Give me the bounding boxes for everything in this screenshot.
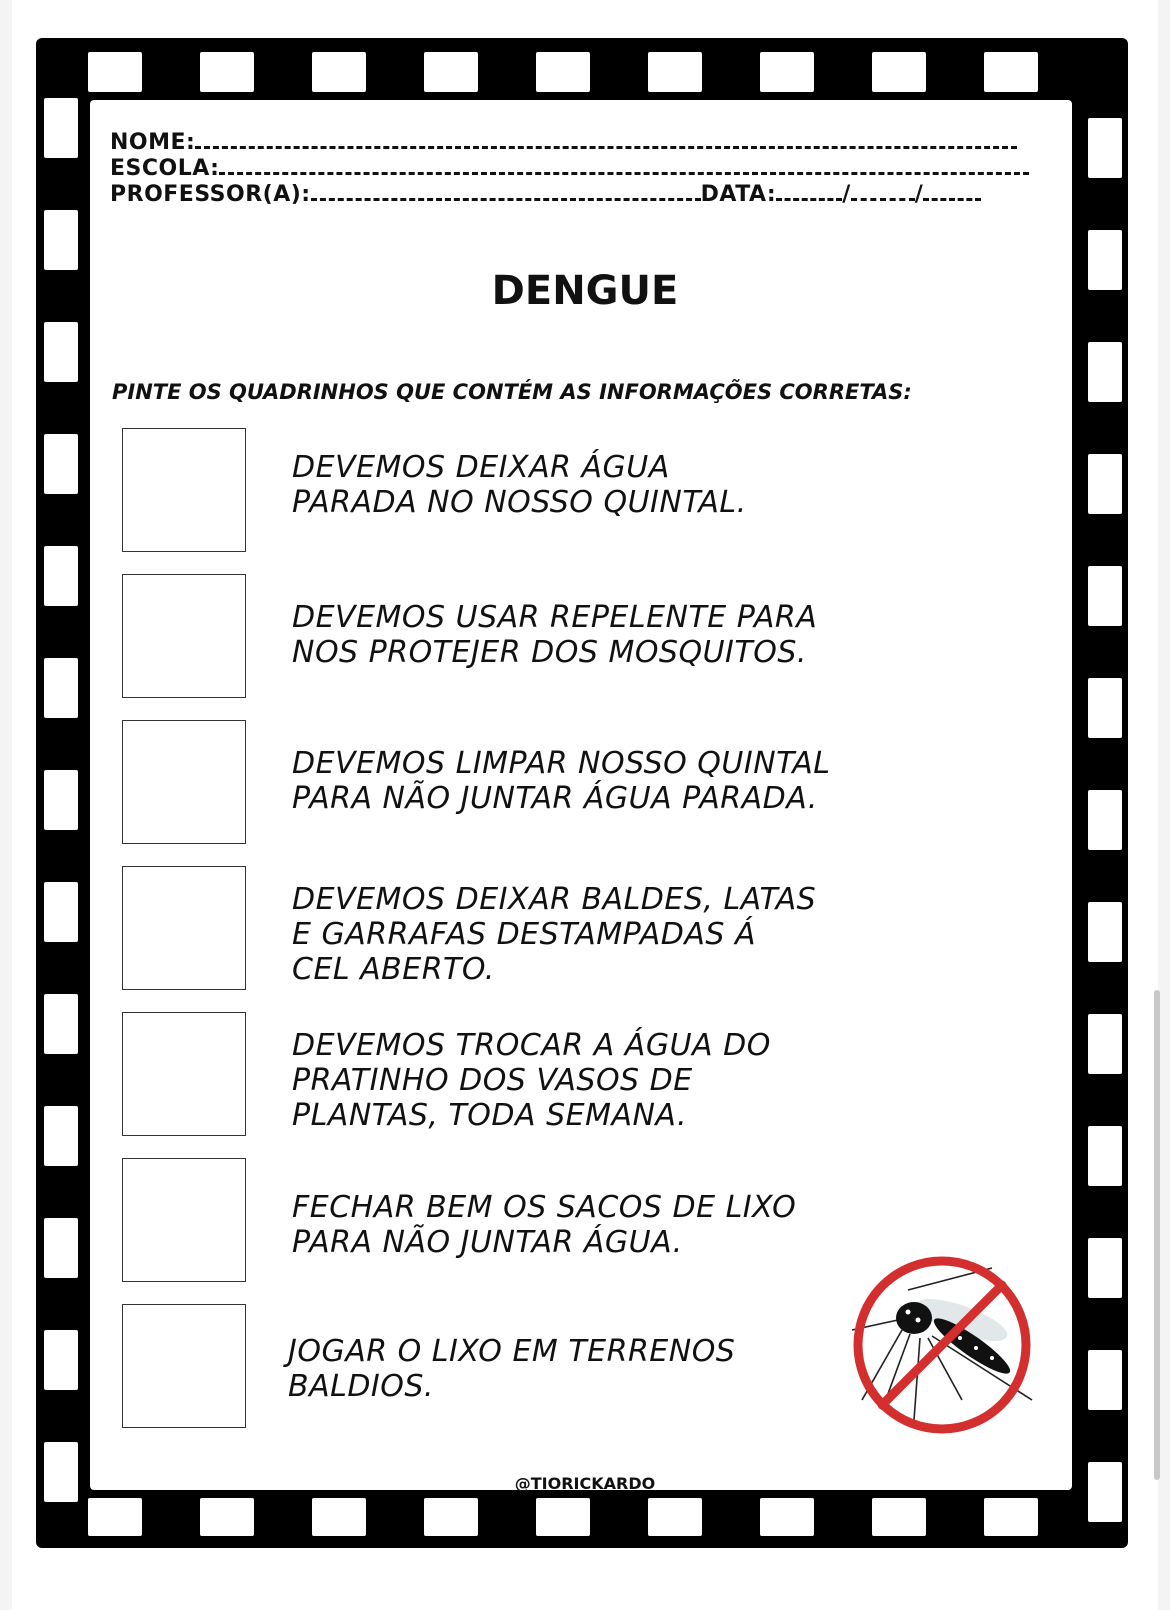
film-hole — [88, 52, 142, 92]
paint-box[interactable] — [122, 1158, 246, 1282]
film-hole — [200, 52, 254, 92]
date-label: DATA: — [700, 182, 777, 207]
film-hole — [44, 1218, 78, 1278]
item-text: JOGAR O LIXO EM TERRENOS BALDIOS. — [288, 1334, 736, 1404]
list-item — [122, 866, 1002, 994]
film-hole — [44, 546, 78, 606]
list-item — [122, 720, 1002, 848]
list-item — [122, 574, 1002, 702]
item-text: DEVEMOS TROCAR A ÁGUA DO PRATINHO DOS VASOS DE PLANTAS, TODA SEMANA. — [292, 1028, 771, 1133]
film-hole — [200, 1498, 254, 1536]
paint-box[interactable] — [122, 574, 246, 698]
film-hole — [872, 52, 926, 92]
film-hole — [1088, 678, 1122, 738]
film-hole — [1088, 1014, 1122, 1074]
film-hole — [44, 1330, 78, 1390]
list-item — [122, 428, 1002, 556]
teacher-blank — [311, 184, 701, 201]
name-label: NOME: — [110, 130, 196, 155]
film-hole — [44, 770, 78, 830]
film-hole — [424, 1498, 478, 1536]
teacher-date-field — [110, 182, 981, 207]
film-hole — [424, 52, 478, 92]
film-hole — [312, 52, 366, 92]
film-hole — [1088, 1126, 1122, 1186]
date-slash-1: / — [842, 182, 851, 207]
date-year-blank — [923, 184, 981, 201]
paint-box[interactable] — [122, 866, 246, 990]
date-slash-2: / — [914, 182, 924, 207]
paint-box[interactable] — [122, 1012, 246, 1136]
film-hole — [312, 1498, 366, 1536]
item-text: DEVEMOS DEIXAR ÁGUA PARADA NO NOSSO QUINTAL. — [292, 450, 747, 520]
film-hole — [44, 658, 78, 718]
film-hole — [1088, 1238, 1122, 1298]
film-hole — [536, 1498, 590, 1536]
film-hole — [648, 52, 702, 92]
item-text: DEVEMOS LIMPAR NOSSO QUINTAL PARA NÃO JUNTAR ÁGUA PARADA. — [292, 746, 831, 816]
film-hole — [984, 52, 1038, 92]
name-field — [110, 130, 1017, 155]
film-hole — [44, 994, 78, 1054]
film-hole — [44, 322, 78, 382]
film-hole — [648, 1498, 702, 1536]
film-hole — [44, 98, 78, 158]
name-blank — [195, 132, 1017, 149]
film-hole — [44, 210, 78, 270]
film-hole — [1088, 1350, 1122, 1410]
item-text: DEVEMOS DEIXAR BALDES, LATAS E GARRAFAS DESTAMPADAS Á CEL ABERTO. — [292, 882, 817, 987]
film-hole — [88, 1498, 142, 1536]
film-hole — [1088, 790, 1122, 850]
film-hole — [1088, 566, 1122, 626]
item-text: DEVEMOS USAR REPELENTE PARA NOS PROTEJER DOS MOSQUITOS. — [292, 600, 818, 670]
no-mosquito-icon — [842, 1250, 1042, 1440]
film-hole — [1088, 454, 1122, 514]
school-label: ESCOLA: — [110, 156, 220, 181]
author-handle: @TIORICKARDO — [514, 1474, 656, 1493]
school-blank — [219, 158, 1029, 175]
film-hole — [1088, 342, 1122, 402]
film-hole — [760, 52, 814, 92]
paint-box[interactable] — [122, 428, 246, 552]
paint-box[interactable] — [122, 720, 246, 844]
instruction-text: PINTE OS QUADRINHOS QUE CONTÉM AS INFORMAÇÕES CORRETAS: — [112, 380, 912, 404]
teacher-label: PROFESSOR(A): — [110, 182, 311, 207]
date-day-blank — [776, 184, 842, 201]
film-hole — [44, 434, 78, 494]
mosquito-thorax — [896, 1302, 932, 1334]
school-field — [110, 156, 1029, 181]
page-title: DENGUE — [491, 268, 679, 314]
paint-box[interactable] — [122, 1304, 246, 1428]
film-hole — [536, 52, 590, 92]
film-hole — [44, 1106, 78, 1166]
film-hole — [984, 1498, 1038, 1536]
film-hole — [1088, 902, 1122, 962]
item-text: FECHAR BEM OS SACOS DE LIXO PARA NÃO JUNTAR ÁGUA. — [292, 1190, 797, 1260]
scrollbar[interactable] — [1154, 990, 1160, 1480]
film-hole — [872, 1498, 926, 1536]
film-hole — [760, 1498, 814, 1536]
film-hole — [1088, 118, 1122, 178]
film-hole — [44, 1442, 78, 1502]
film-hole — [44, 882, 78, 942]
list-item — [122, 1012, 1002, 1140]
date-month-blank — [851, 184, 915, 201]
